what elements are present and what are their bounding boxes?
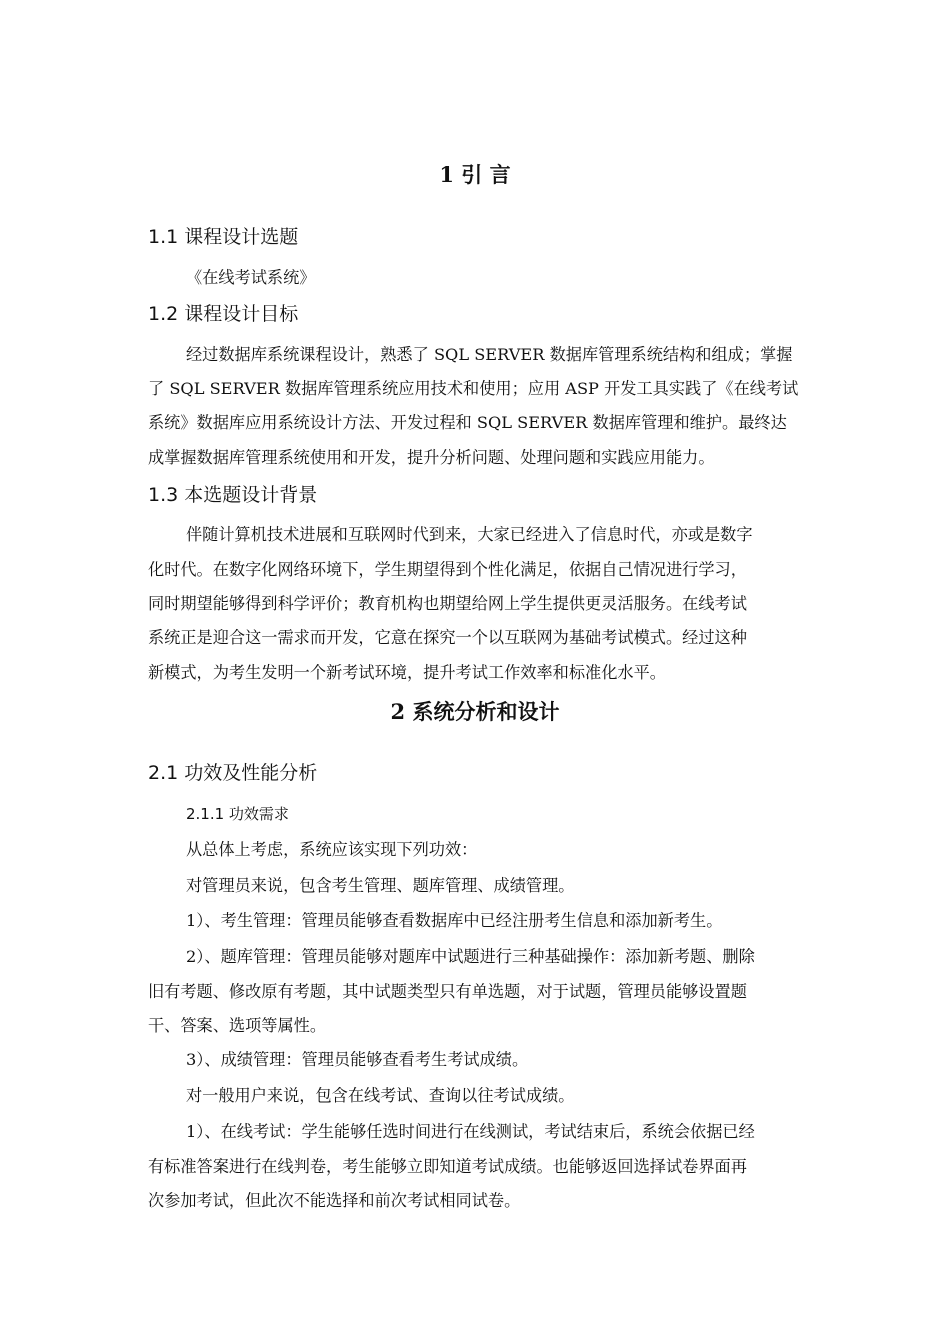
section-1-3-paragraph-line: 伴随计算机技术进展和互联网时代到来，大家已经进入了信息时代，亦或是数字 <box>186 525 753 544</box>
section-1-1-heading: 1.1 课程设计选题 <box>148 226 299 248</box>
section-2-1-heading: 2.1 功效及性能分析 <box>148 762 318 784</box>
section-1-3-heading: 1.3 本选题设计背景 <box>148 484 318 506</box>
section-2-1-paragraph-line: 2）、题库管理：管理员能够对题库中试题进行三种基础操作：添加新考题、删除 <box>186 947 755 966</box>
section-2-1-paragraph-line: 1）、在线考试：学生能够任选时间进行在线测试，考试结束后，系统会依据已经 <box>186 1122 755 1141</box>
section-1-3-paragraph-line: 化时代。在数字化网络环境下，学生期望得到个性化满足，依据自己情况进行学习， <box>148 560 747 579</box>
section-1-1-paragraph-line: 《在线考试系统》 <box>186 268 316 287</box>
chapter-1-title: 1 引 言 <box>439 162 511 187</box>
section-2-1-paragraph-line: 次参加考试，但此次不能选择和前次考试相同试卷。 <box>148 1191 521 1210</box>
section-1-2-paragraph-line: 了 SQL SERVER 数据库管理系统应用技术和使用；应用 ASP 开发工具实践了《在线考试 <box>148 379 799 398</box>
section-1-2-paragraph-line: 成掌握数据库管理系统使用和开发，提升分析问题、处理问题和实践应用能力。 <box>148 448 715 467</box>
section-2-1-paragraph-line: 对一般用户来说，包含在线考试、查询以往考试成绩。 <box>186 1086 575 1105</box>
chapter-2-title: 2 系统分析和设计 <box>390 699 560 724</box>
section-2-1-paragraph-line: 从总体上考虑，系统应该实现下列功效： <box>186 840 478 859</box>
section-1-2-paragraph-line: 系统》数据库应用系统设计方法、开发过程和 SQL SERVER 数据库管理和维护。最终达 <box>148 413 787 432</box>
section-1-3-paragraph-line: 同时期望能够得到科学评价；教育机构也期望给网上学生提供更灵活服务。在线考试 <box>148 594 747 613</box>
section-2-1-1-heading: 2.1.1 功效需求 <box>186 805 289 823</box>
section-2-1-paragraph-line: 1）、考生管理：管理员能够查看数据库中已经注册考生信息和添加新考生。 <box>186 911 723 930</box>
section-1-2-paragraph-line: 经过数据库系统课程设计，熟悉了 SQL SERVER 数据库管理系统结构和组成；掌握 <box>186 345 793 364</box>
section-2-1-paragraph-line: 3）、成绩管理：管理员能够查看考生考试成绩。 <box>186 1050 529 1069</box>
section-1-3-paragraph-line: 新模式，为考生发明一个新考试环境，提升考试工作效率和标准化水平。 <box>148 663 666 682</box>
section-2-1-paragraph-line: 对管理员来说，包含考生管理、题库管理、成绩管理。 <box>186 876 575 895</box>
section-1-2-heading: 1.2 课程设计目标 <box>148 303 299 325</box>
section-1-3-paragraph-line: 系统正是迎合这一需求而开发，它意在探究一个以互联网为基础考试模式。经过这种 <box>148 628 747 647</box>
section-2-1-paragraph-line: 旧有考题、修改原有考题，其中试题类型只有单选题，对于试题，管理员能够设置题 <box>148 982 747 1001</box>
section-2-1-paragraph-line: 有标准答案进行在线判卷，考生能够立即知道考试成绩。也能够返回选择试卷界面再 <box>148 1157 747 1176</box>
section-2-1-paragraph-line: 干、答案、选项等属性。 <box>148 1016 327 1035</box>
